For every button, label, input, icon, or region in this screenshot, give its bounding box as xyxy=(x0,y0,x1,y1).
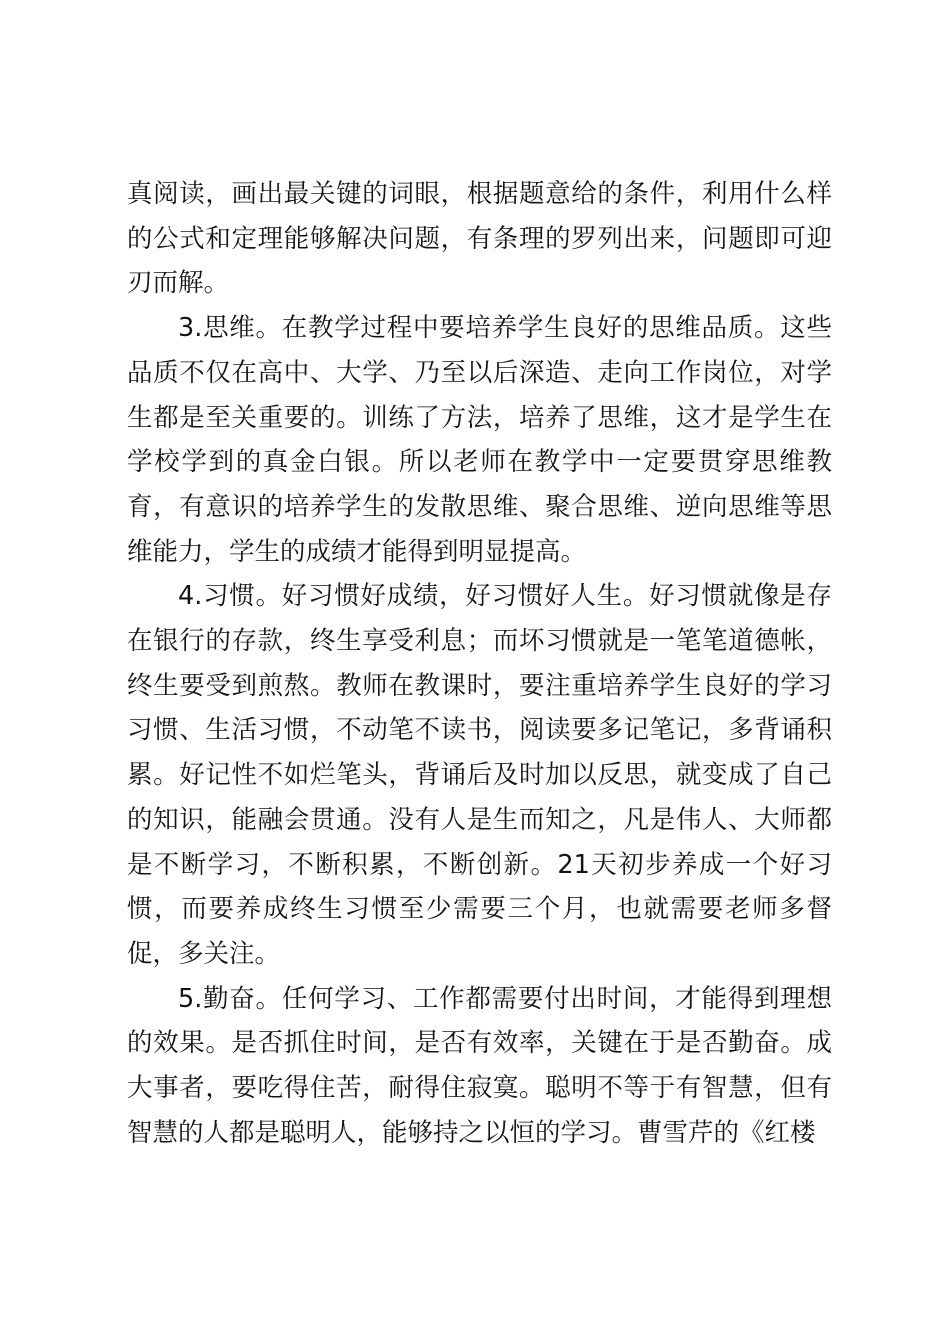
paragraph-habits: 4.习惯。好习惯好成绩，好习惯好人生。好习惯就像是存在银行的存款，终生享受利息；而坏习惯就是一笔笔道德帐，终生要受到煎熬。教师在教课时，要注重培养学生良好的学习习惯、生活习惯，不动笔不读书，阅读要多记笔记，多背诵积累。好记性不如烂笔头，背诵后及时加以反思，就变成了自己的知识，能融会贯通。没有人是生而知之，凡是伟人、大师都是不断学习，不断积累，不断创新。21天初步养成一个好习惯，而要养成终生习惯至少需要三个月，也就需要老师多督促，多关注。 xyxy=(127,581,832,969)
paragraph-diligence: 5.勤奋。任何学习、工作都需要付出时间，才能得到理想的效果。是否抓住时间，是否有效率，关键在于是否勤奋。成大事者，要吃得住苦，耐得住寂寞。聪明不等于有智慧，但有智慧的人都是聪明人，能够持之以恒的学习。曹雪芹的《红楼 xyxy=(127,983,832,1148)
paragraph-continuation: 真阅读，画出最关键的词眼，根据题意给的条件，利用什么样的公式和定理能够解决问题，有条理的罗列出来，问题即可迎刃而解。 xyxy=(127,179,832,299)
document-body xyxy=(127,172,832,1155)
paragraph-thinking: 3.思维。在教学过程中要培养学生良好的思维品质。这些品质不仅在高中、大学、乃至以后深造、走向工作岗位，对学生都是至关重要的。训练了方法，培养了思维，这才是学生在学校学到的真金白银。所以老师在教学中一定要贯穿思维教育，有意识的培养学生的发散思维、聚合思维、逆向思维等思维能力，学生的成绩才能得到明显提高。 xyxy=(127,313,832,567)
